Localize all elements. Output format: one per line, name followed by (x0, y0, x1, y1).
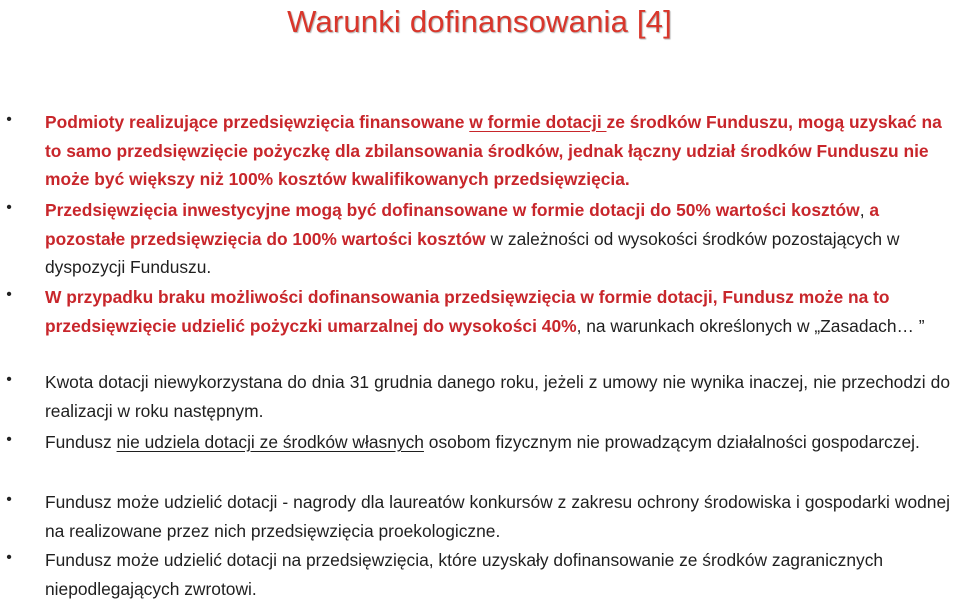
text-run: , na warunkach określonych w „Zasadach… ” (576, 315, 925, 336)
slide-title: Warunki dofinansowania [4] (287, 4, 672, 39)
bullet-icon: • (6, 199, 12, 216)
text-run: , (859, 200, 870, 220)
bullet-icon: • (6, 111, 12, 128)
text-run: ze środków Funduszu, mogą uzyskać na to samo przedsięwzięcie pożyczkę dla zbilansowania środków, jednak łączny udział środków Funduszu nie może być większy niż 100% kosztów kwalifikowanych przedsięwzięcia. (45, 112, 942, 189)
text-run: Fundusz (45, 432, 117, 452)
bullet-icon: • (6, 431, 12, 448)
list-item-text (45, 283, 950, 340)
text-run: Przedsięwzięcia inwestycyjne mogą być dofinansowane w formie dotacji do 50% wartości kosztów (45, 200, 860, 220)
text-run: W przypadku braku możliwości dofinansowania przedsięwzięcia w formie dotacji, Fundusz może na to przedsięwzięcie udzielić pożyczki umarzalnej do wysokości 40% (45, 287, 890, 336)
text-run: a pozostałe przedsięwzięcia do 100% wartości kosztów (45, 200, 880, 249)
bullet-icon: • (6, 549, 12, 566)
underlined-text: w formie dotacji (469, 112, 607, 132)
underlined-text: nie udziela dotacji ze środków własnych (116, 432, 424, 452)
bullet-icon: • (6, 491, 12, 508)
bullet-icon: • (6, 286, 12, 303)
list-item-text: Fundusz może udzielić dotacji - nagrody dla laureatów konkursów z zakresu ochrony środowiska i gospodarki wodnej na realizowane przez nich przedsięwzięcia proekologiczne. (45, 492, 950, 541)
text-run: w zależności od wysokości środków pozostających w dyspozycji Funduszu. (45, 228, 900, 277)
list-item-text (45, 428, 950, 457)
bullet-icon: • (6, 371, 12, 388)
list-item-text: Fundusz może udzielić dotacji na przedsięwzięcia, które uzyskały dofinansowanie ze środków zagranicznych niepodlegających zwrotowi. (45, 550, 884, 599)
text-run: Podmioty realizujące przedsięwzięcia finansowane (45, 112, 470, 132)
list-item-text (45, 108, 950, 194)
list-item-text (45, 196, 950, 282)
text-run: osobom fizycznym nie prowadzącym działalności gospodarczej. (423, 432, 920, 452)
list-item-text: Kwota dotacji niewykorzystana do dnia 31 grudnia danego roku, jeżeli z umowy nie wynika inaczej, nie przechodzi do realizacji w roku następnym. (45, 372, 950, 421)
